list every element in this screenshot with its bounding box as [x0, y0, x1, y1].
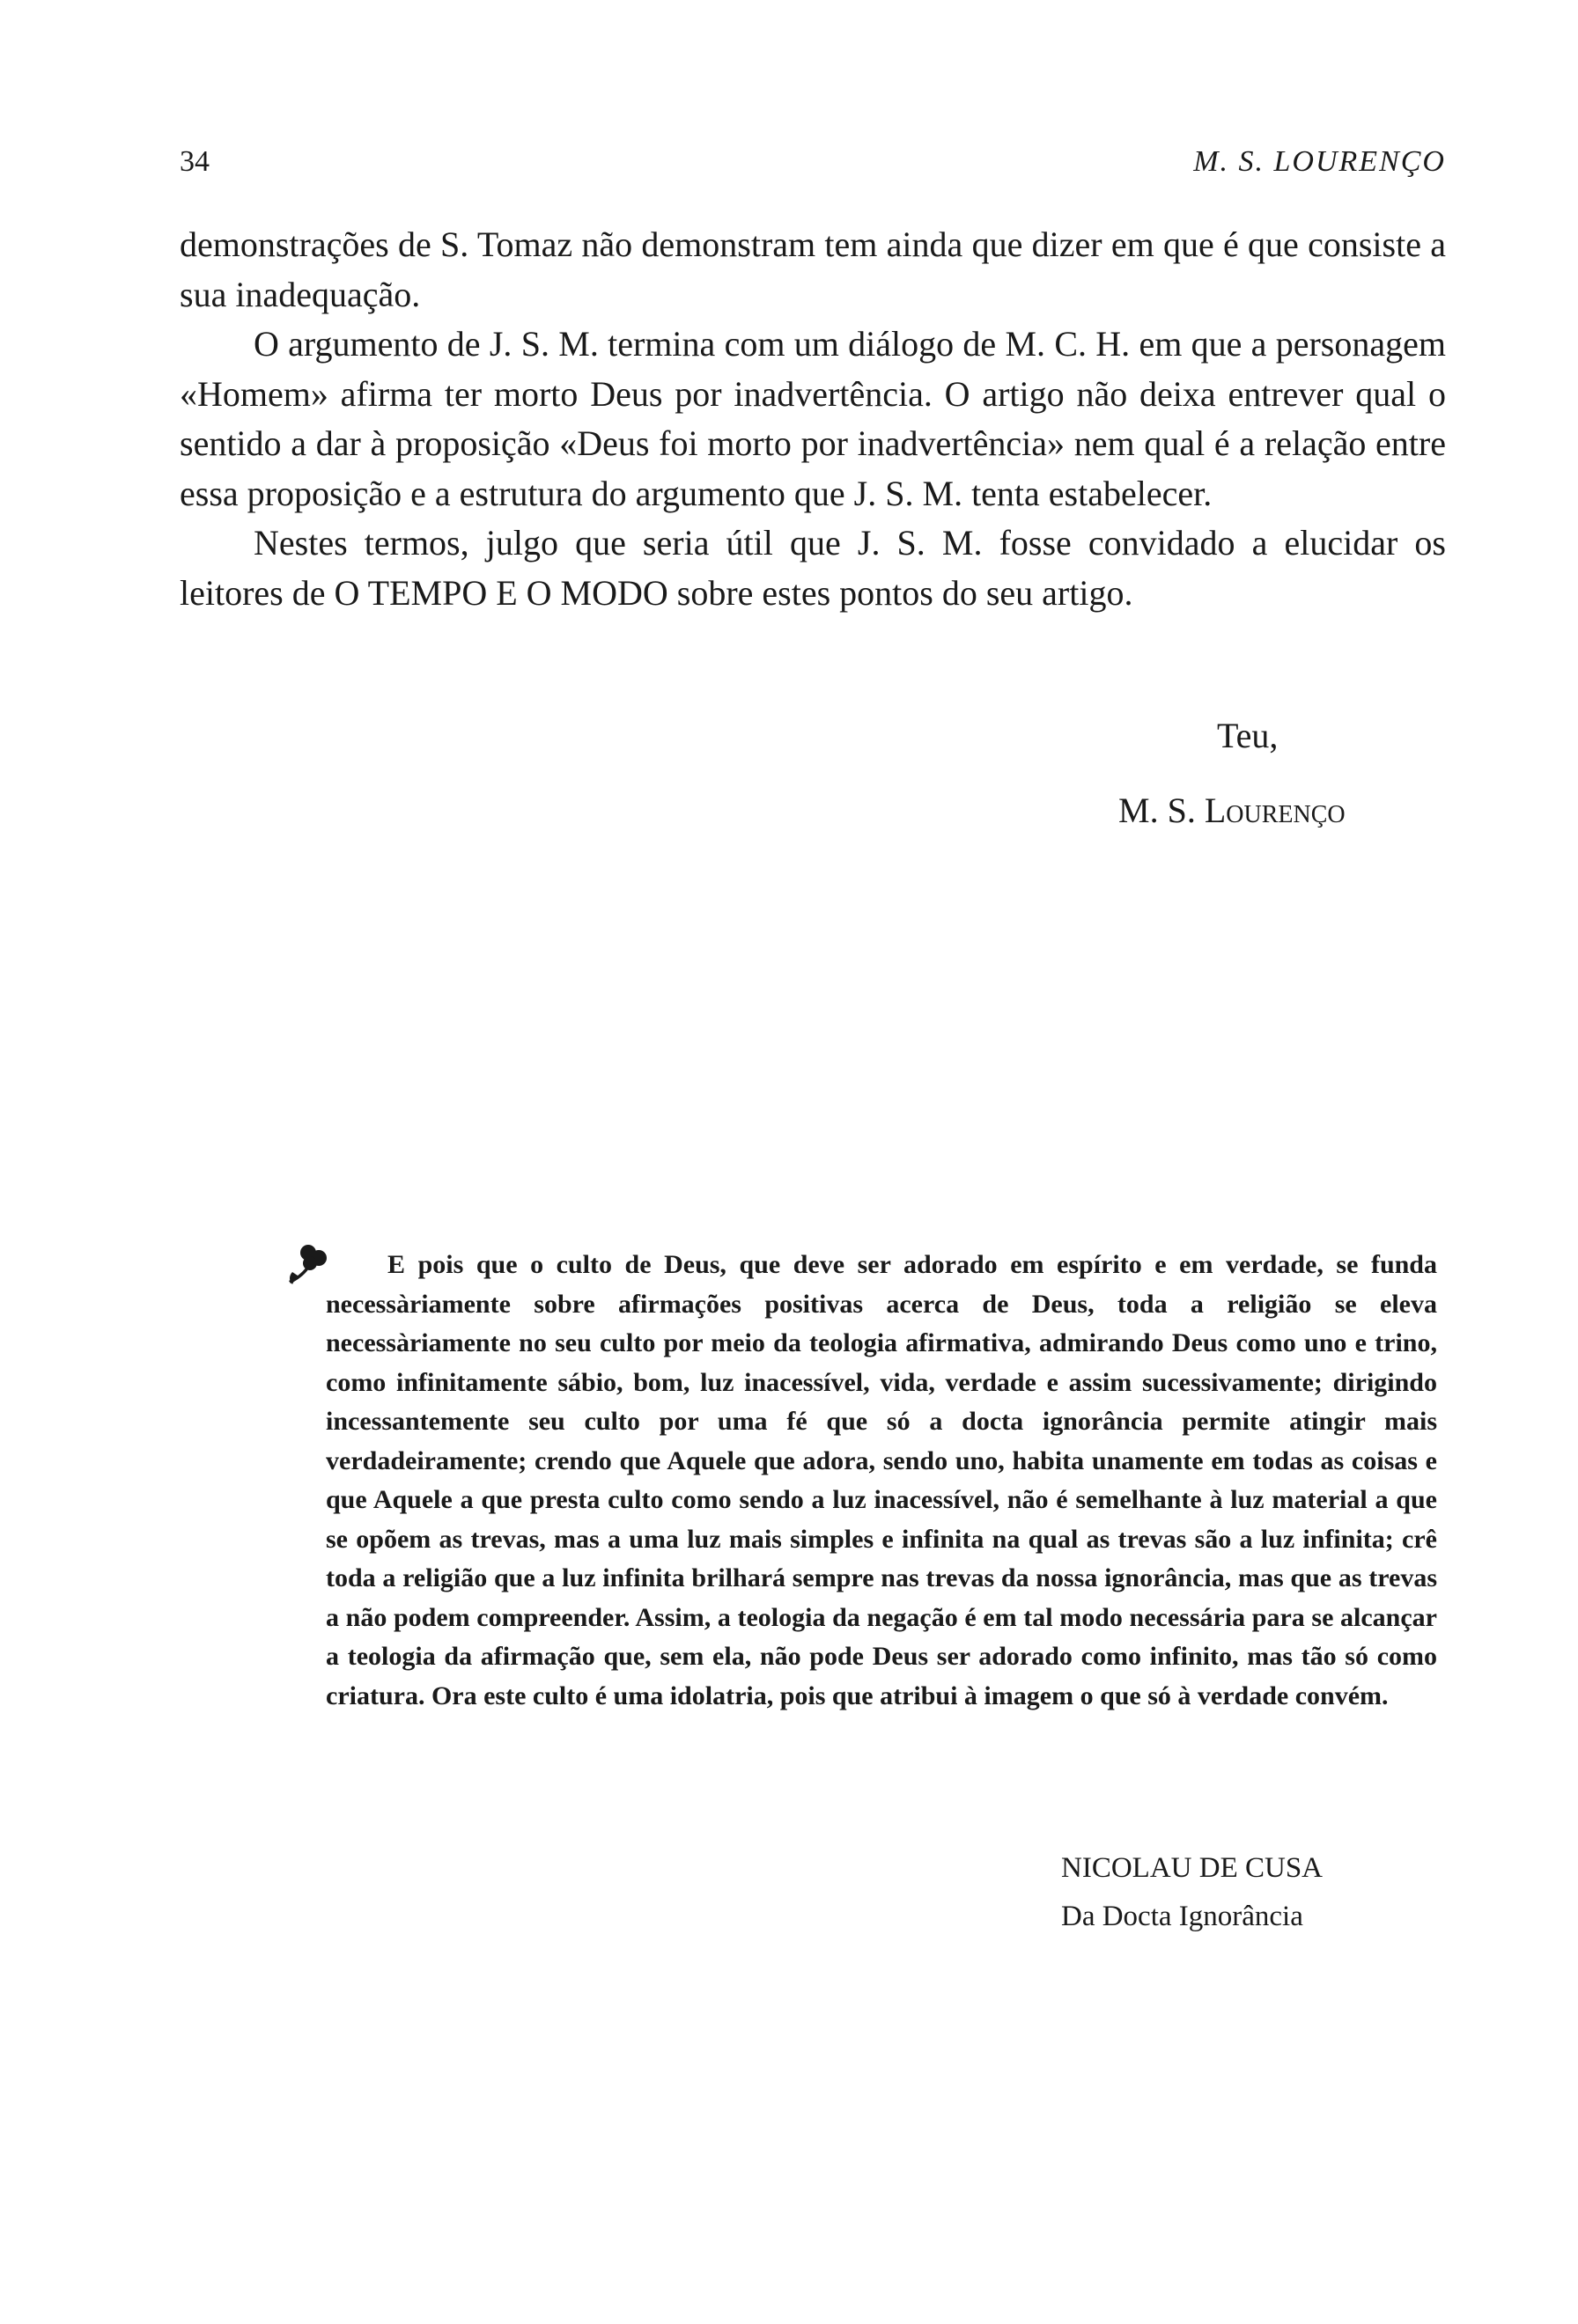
- running-head: M. S. LOURENÇO: [1193, 145, 1446, 178]
- letter-signature: [1118, 790, 1346, 831]
- page-number: 34: [180, 145, 210, 178]
- letter-body: [180, 220, 1446, 618]
- quote-source: Da Docta Ignorância: [1061, 1901, 1303, 1932]
- quote-author: NICOLAU DE CUSA: [1061, 1852, 1323, 1884]
- letter-paragraph: O argumento de J. S. M. termina com um diálogo de M. C. H. em que a personagem «Homem» afirma ter morto Deus por inadvertência. O artigo não deixa entrever qual o sentido a dar à proposição «Deus foi morto por inadvertência» nem qual é a relação entre essa proposição e a estrutura do argumento que J. S. M. tenta estabelecer.: [180, 324, 1446, 513]
- page-header: [180, 145, 1446, 189]
- letter-paragraph: Nestes termos, julgo que seria útil que J. S. M. fosse convidado a elucidar os leitores de O TEMPO E O MODO sobre estes pontos do seu artigo.: [180, 523, 1446, 613]
- letter-paragraph: demonstrações de S. Tomaz não demonstram tem ainda que dizer em que é que consiste a sua inadequação.: [180, 224, 1446, 314]
- quote-attribution: [1061, 1844, 1431, 1941]
- quote-body: E pois que o culto de Deus, que deve ser adorado em espírito e em verdade, se funda necessàriamente sobre afirmações positivas acerca de Deus, toda a religião se eleva necessàriamente no seu culto por meio da teologia afirmativa, admirando Deus como uno e trino, como infinitamente sábio, bom, luz inacessível, vida, verdade e assim sucessivamente; dirigindo incessantemente seu culto por uma fé que só a docta ignorância permite atingir mais verdadeiramente; crendo que Aquele que adora, sendo uno, habita unamente em todas as coisas e que Aquele a que presta culto como sendo a luz inacessível, não é semelhante à luz material a que se opõem as trevas, mas a uma luz mais simples e infinita na qual as trevas são a luz infinita; crê toda a religião que a luz infinita brilhará sempre nas trevas da nossa ignorância, mas que as trevas a não podem compreender. Assim, a teologia da negação é em tal modo necessária para se alcançar a teologia da afirmação que, sem ela, não pode Deus ser adorado como infinito, mas tão só como criatura. Ora este culto é uma idolatria, pois que atribui à imagem o que só à verdade convém.: [326, 1250, 1437, 1710]
- closing-salutation: Teu,: [1217, 716, 1279, 755]
- fleuron-icon: [280, 1237, 333, 1290]
- signature-initials: M. S.: [1118, 791, 1205, 830]
- epigraph-quote: [326, 1246, 1437, 1716]
- quote-text: [326, 1246, 1437, 1716]
- signature-surname: Lourenço: [1204, 791, 1346, 830]
